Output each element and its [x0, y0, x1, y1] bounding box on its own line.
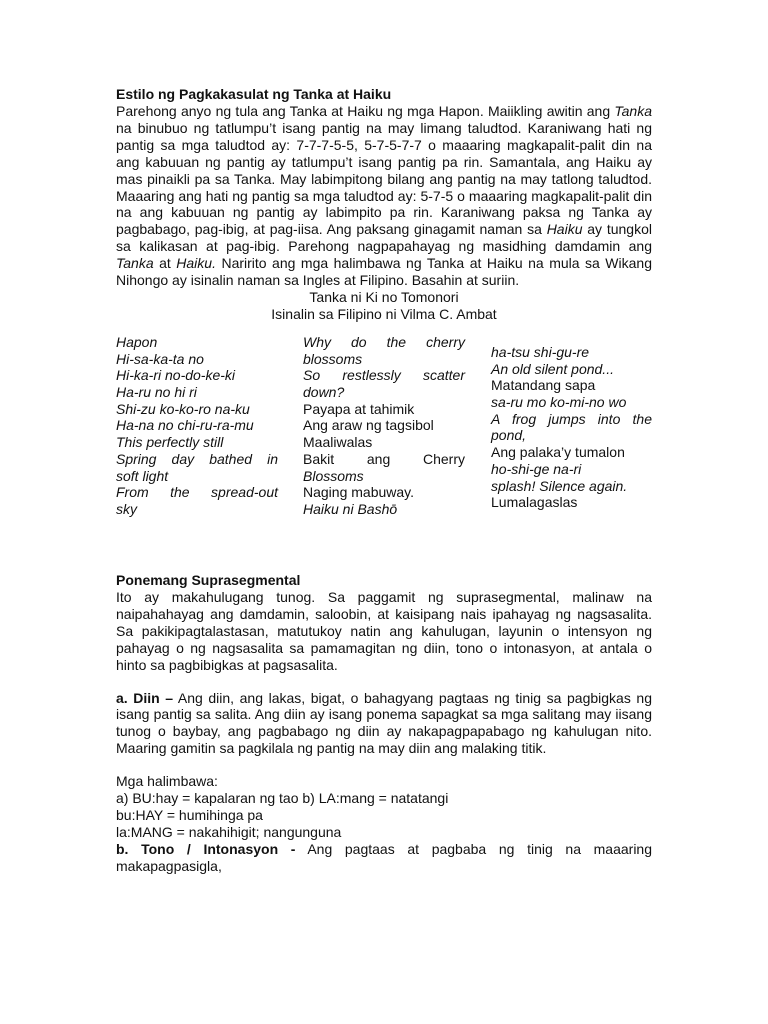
tono-paragraph — [116, 841, 652, 875]
poem-line: Hi-sa-ka-ta no — [116, 350, 204, 367]
poem-line: Lumalagaslas — [491, 494, 578, 511]
poem-line: Why do the cherry — [303, 333, 465, 350]
poem-column-haiku — [491, 344, 652, 511]
poem-line: Hapon — [116, 333, 158, 350]
intro-text-run: Tanka — [116, 255, 154, 272]
intro-text-run: Tanka — [614, 103, 652, 119]
poem-title: Tanka ni Ki no Tomonori — [309, 288, 459, 305]
poem-line: splash! Silence again. — [491, 477, 628, 494]
examples-heading: Mga halimbawa: — [116, 773, 218, 790]
suprasegmental-paragraph: Ito ay makahulugang tunog. Sa paggamit ng suprasegmental, malinaw na naipahahayag ang damdamin, saloobin, at kaisipang nais ipahayag ng nagsasalita. Sa pakikipagtalastasan, matutukoy natin ang kahulugan, layunin o intensyon ng pahayag o ng nagsasalita sa pamamagitan ng diin, tono o intonasyon, at antala o hinto sa pagbibigkas at pagsasalita. — [116, 588, 652, 673]
poem-line: ho-shi-ge na-ri — [491, 460, 582, 477]
poem-column-translation — [303, 334, 465, 518]
intro-text-run: Naririto ang mga halimbawa ng Tanka at Haiku na mula sa Wikang Nihongo ay isinalin naman sa Ingles at Filipino. Basahin at suriin. — [116, 255, 652, 289]
poem-line: Hi-ka-ri no-do-ke-ki — [116, 367, 236, 384]
poem-line: A frog jumps into the — [491, 410, 652, 427]
poem-line: So restlessly scatter — [303, 367, 465, 384]
poem-line: Naging mabuway. — [303, 484, 415, 501]
poem-line: This perfectly still — [116, 434, 224, 451]
poem-line: Shi-zu ko-ko-ro na-ku — [116, 400, 250, 417]
poem-line: blossoms — [303, 350, 363, 367]
document-page — [116, 86, 652, 875]
diin-label: a. Diin – — [116, 689, 174, 706]
tono-label: b. Tono / Intonasyon - — [116, 840, 296, 857]
intro-paragraph — [116, 103, 652, 289]
poem-line: sky — [116, 501, 137, 517]
section-heading-suprasegmental: Ponemang Suprasegmental — [116, 571, 301, 588]
poem-line: ha-tsu shi-gu-re — [491, 343, 590, 360]
intro-text-run: Haiku — [546, 221, 583, 238]
diin-text: Ang diin, ang lakas, bigat, o bahagyang pagtaas ng tinig sa pagbigkas ng isang pantig sa salita. Ang diin ay isang ponema sapagkat sa mga salitang may iisang tunog o baybay, ang pagbabago ng diin ay nakapagpapabago ng kahulugan nito. Maaring gamitin sa pagkilala ng pantig na may diin ang malaking titik. — [116, 689, 652, 757]
poem-line: pond, — [491, 427, 527, 444]
poem-line: soft light — [116, 467, 169, 484]
poem-line: Payapa at tahimik — [303, 400, 415, 417]
tono-text: Ang pagtaas at pagbaba ng tinig na maaaring makapagpasigla, — [116, 840, 653, 874]
poem-line: sa-ru mo ko-mi-no wo — [491, 394, 627, 411]
poem-line: down? — [303, 384, 345, 401]
poem-line: Ha-ru no hi ri — [116, 384, 197, 401]
intro-text-run: at — [153, 255, 177, 272]
section-heading-tanka-haiku: Estilo ng Pagkakasulat ng Tanka at Haiku — [116, 86, 392, 102]
intro-text-run: na binubuo ng tatlumpu’t isang pantig na may limang taludtod. Karaniwang hati ng pantig sa mga taludtod ay: 7-7-7-5-5, 5-7-5-7-7 o maaaring magkapalit-palit din na ang kabuuan ng pantig ay tatlumpu’t isang pantig pa rin. Samantala, ang Haiku ay mas pinaikli pa sa Tanka. May labimpitong bilang ang pantig na may tatlong taludtod. Maaaring ang hati ng pantig sa mga taludtod ay: 5-7-5 o maaaring magkapalit-palit din na ang kabuuan ng pantig ay labimpito pa rin. Karaniwang paksa ng Tanka ay pagbabago, pag-ibig, at pag-iisa. Ang paksang ginagamit naman sa — [116, 119, 652, 238]
poem-line: Ang araw ng tagsibol — [303, 417, 434, 434]
poem-line: Spring day bathed in — [116, 450, 278, 467]
poem-column-japanese — [116, 334, 278, 518]
diin-paragraph — [116, 690, 652, 758]
poem-line: An old silent pond... — [491, 360, 614, 377]
poem-line: Ang palaka’y tumalon — [491, 444, 625, 461]
poem-line: Maaliwalas — [303, 434, 373, 451]
poem-columns — [116, 334, 652, 524]
intro-text-run: ay tungkol sa kalikasan at pag-ibig. Parehong nagpapahayag ng masidhing damdamin ang — [116, 221, 652, 255]
poem-line: From the spread-out — [116, 484, 278, 501]
poem-line: Ha-na no chi-ru-ra-mu — [116, 417, 254, 434]
poem-line: Haiku ni Bashō — [303, 501, 398, 517]
intro-text-run: Haiku. — [176, 255, 216, 272]
example-item: bu:HAY = humihinga pa — [116, 806, 263, 823]
example-item: a) BU:hay = kapalaran ng tao b) LA:mang = natatangi — [116, 790, 449, 807]
intro-text-run: Parehong anyo ng tula ang Tanka at Haiku ng mga Hapon. Maiikling awitin ang — [116, 103, 615, 119]
poem-line: Matandang sapa — [491, 377, 596, 394]
examples-list — [116, 773, 652, 841]
poem-line: Blossoms — [303, 467, 364, 484]
poem-line: Bakit ang Cherry — [303, 450, 465, 467]
poem-translator: Isinalin sa Filipino ni Vilma C. Ambat — [271, 305, 497, 322]
example-item: la:MANG = nakahihigit; nangunguna — [116, 823, 342, 840]
